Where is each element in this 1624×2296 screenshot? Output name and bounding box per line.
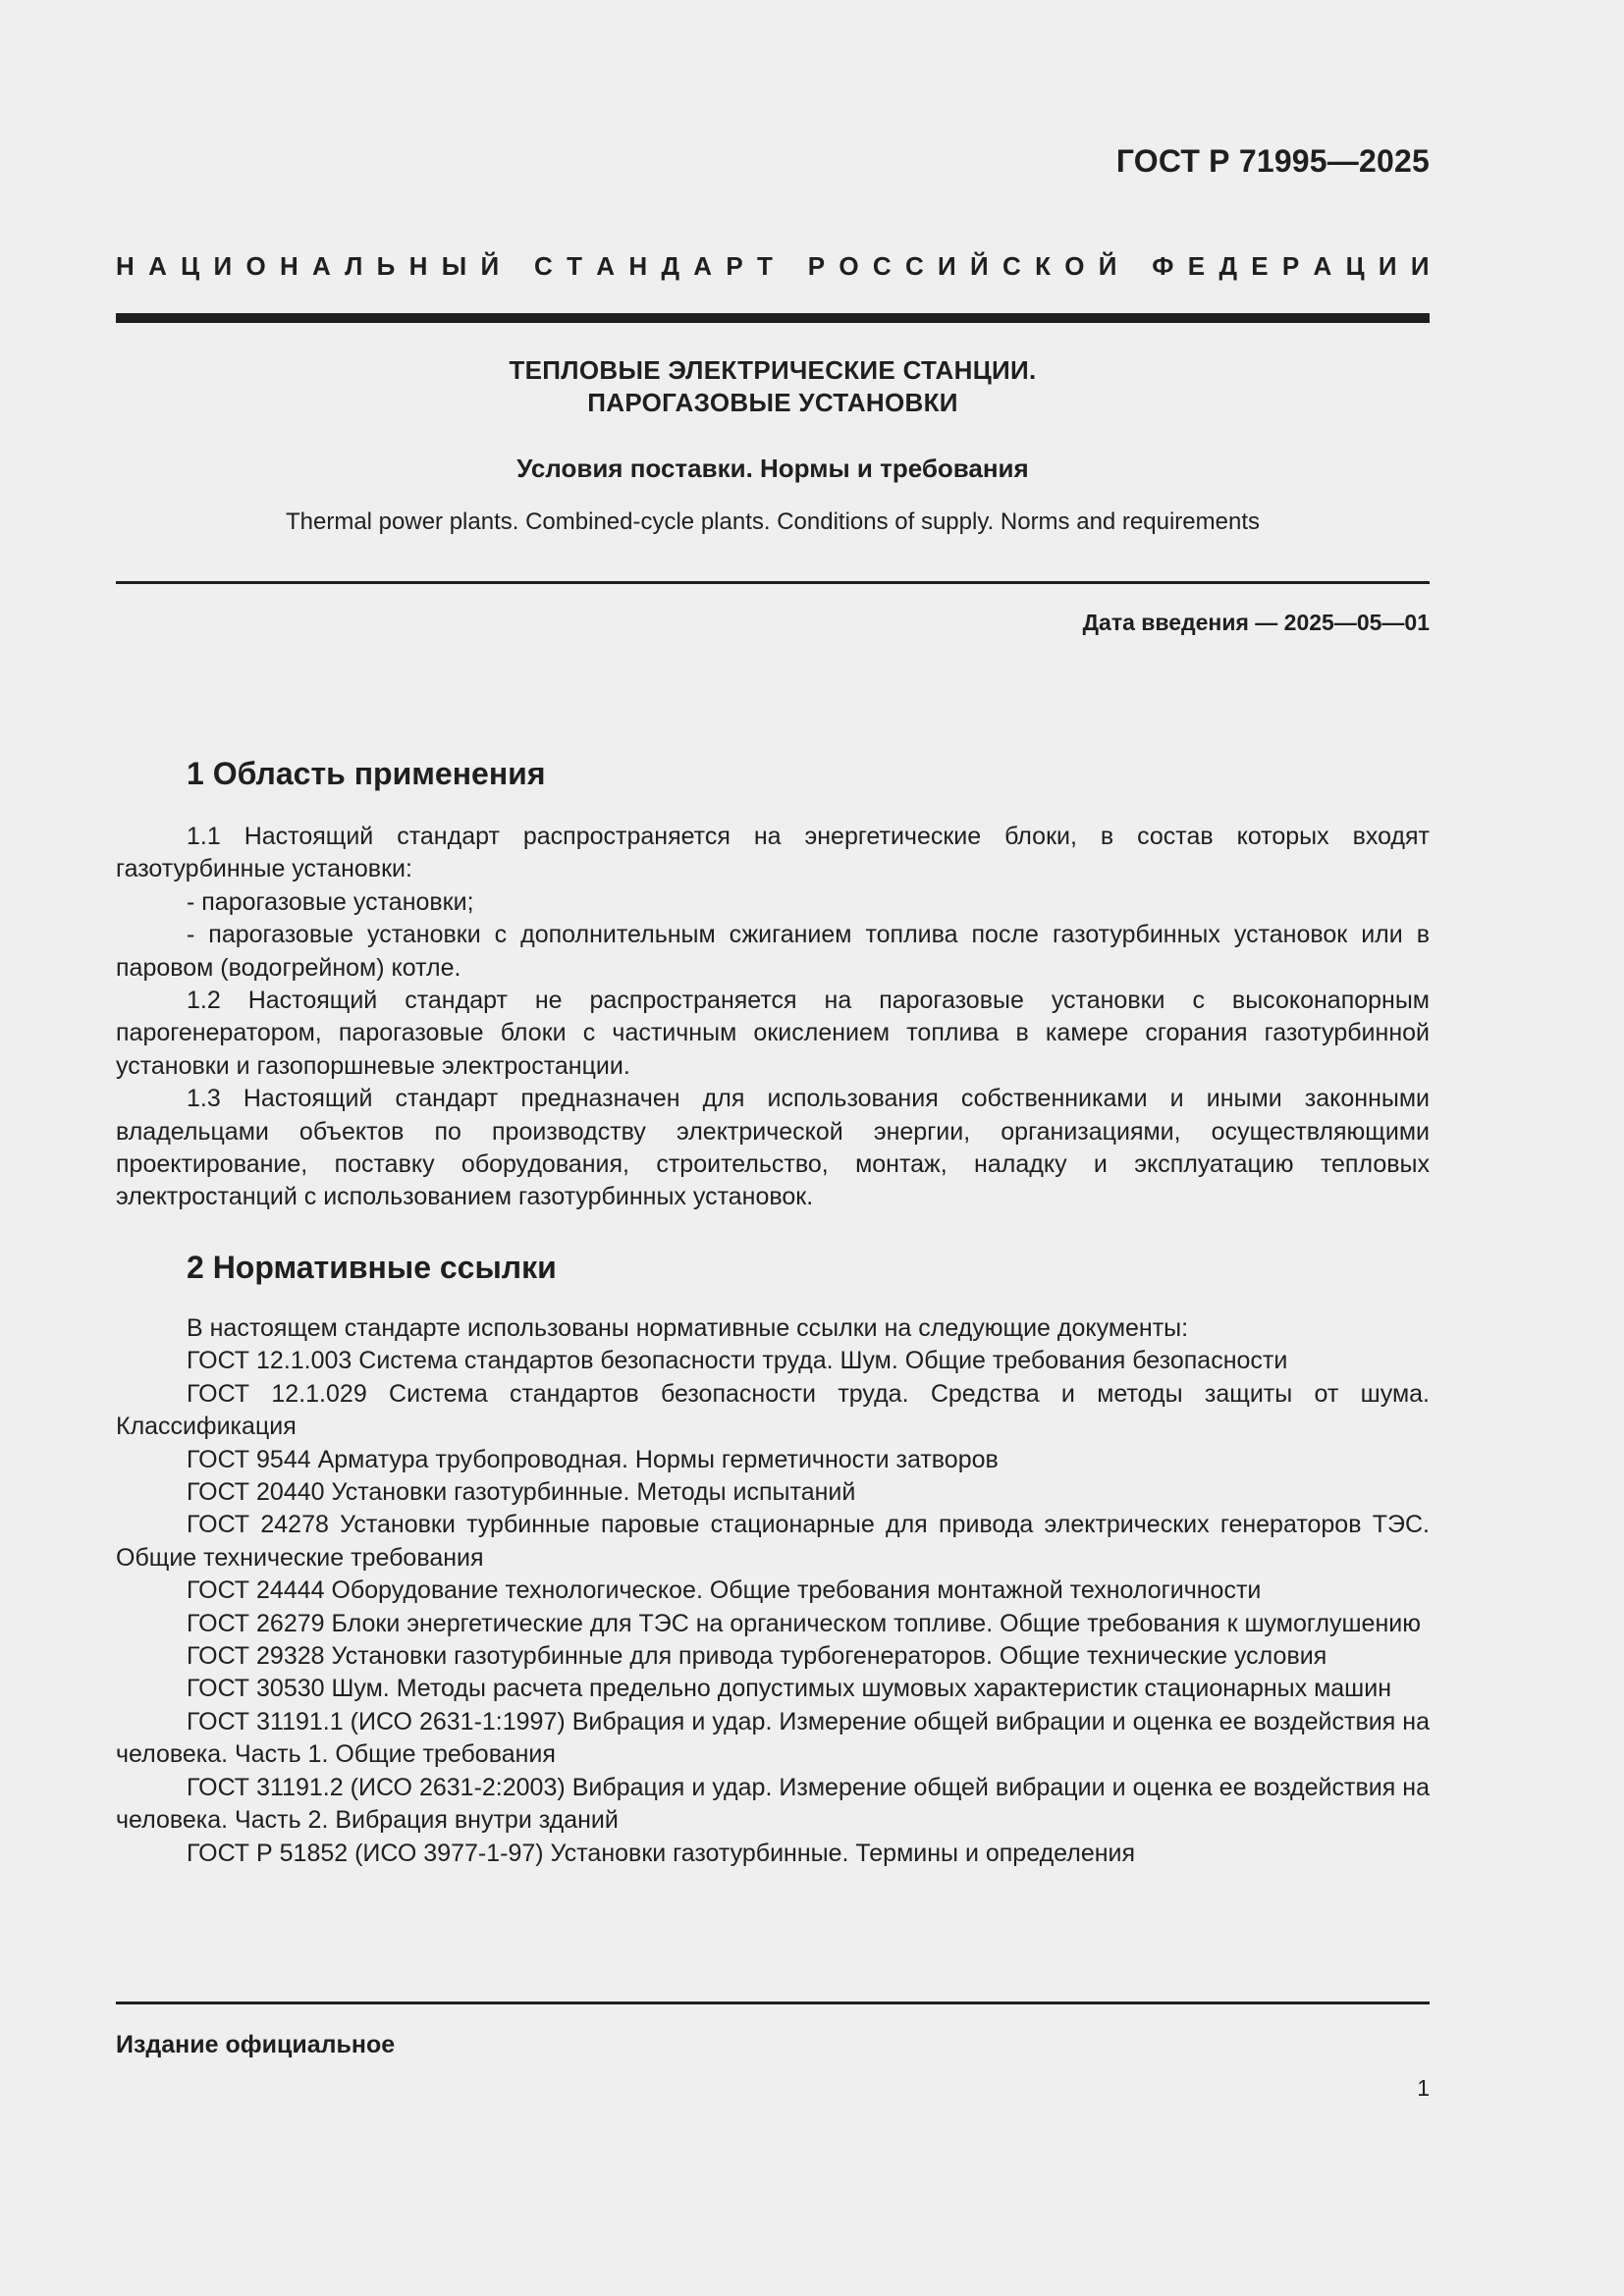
banner-letter: Н bbox=[279, 251, 298, 281]
section-normative-references bbox=[116, 1250, 1430, 1870]
paragraph: 1.2 Настоящий стандарт не распространяется на парогазовые установки с высоконапорным парогенератором, парогазовые блоки с частичным окислением топлива в камере сгорания газотурбинной установки и газопоршневые электростанции. bbox=[116, 987, 1430, 1080]
banner-letter: А bbox=[148, 251, 167, 281]
page-number: 1 bbox=[1417, 2075, 1430, 2101]
banner-letter: Ц bbox=[181, 251, 200, 281]
banner-letter: Т bbox=[567, 251, 582, 281]
banner-letter: Ц bbox=[1345, 251, 1365, 281]
banner-letter: О bbox=[245, 251, 266, 281]
list-item: - парогазовые установки с дополнительным сжиганием топлива после газотурбинных установок или в паровом (водогрейном) котле. bbox=[116, 921, 1430, 982]
banner-letter: Е bbox=[1187, 251, 1206, 281]
banner-letter: Д bbox=[1218, 251, 1237, 281]
banner-letter: Р bbox=[807, 251, 826, 281]
introduction-date: Дата введения — 2025—05—01 bbox=[1082, 610, 1430, 635]
banner-letter: Ы bbox=[441, 251, 467, 281]
banner-letter: К bbox=[1035, 251, 1051, 281]
banner-letter: О bbox=[839, 251, 859, 281]
reference-item: ГОСТ 31191.1 (ИСО 2631-1:1997) Вибрация и удар. Измерение общей вибрации и оценка ее воздействия на человека. Часть 1. Общие требования bbox=[116, 1707, 1430, 1769]
banner-letter: С bbox=[534, 251, 553, 281]
section-heading: 2 Нормативные ссылки bbox=[187, 1250, 557, 1285]
banner-letter: Н bbox=[116, 251, 135, 281]
reference-item: ГОСТ 24444 Оборудование технологическое. Общие требования монтажной технологичности bbox=[187, 1576, 1262, 1605]
section-heading: 1 Область применения bbox=[187, 756, 546, 791]
banner-letter: Й bbox=[480, 251, 500, 281]
banner-letter: Л bbox=[345, 251, 363, 281]
banner-letter: Р bbox=[1281, 251, 1300, 281]
banner-letter bbox=[786, 251, 793, 282]
banner-letter: И bbox=[1378, 251, 1397, 281]
banner-letter bbox=[513, 251, 519, 282]
paragraph: В настоящем стандарте использованы нормативные ссылки на следующие документы: bbox=[187, 1314, 1189, 1342]
title-block bbox=[116, 354, 1430, 536]
banner-letter: И bbox=[213, 251, 233, 281]
subtitle: Условия поставки. Нормы и требования bbox=[516, 454, 1029, 483]
reference-item: ГОСТ 12.1.029 Система стандартов безопасности труда. Средства и методы защиты от шума. Классификация bbox=[116, 1379, 1430, 1441]
english-title: Thermal power plants. Combined-cycle plants. Conditions of supply. Norms and requirements bbox=[285, 508, 1260, 535]
banner-letter: Й bbox=[970, 251, 989, 281]
banner-letter: Й bbox=[1098, 251, 1117, 281]
national-standard-banner bbox=[116, 251, 1430, 282]
paragraph: 1.1 Настоящий стандарт распространяется на энергетические блоки, в состав которых входят газотурбинные установки: bbox=[116, 823, 1430, 883]
banner-letter: Н bbox=[408, 251, 428, 281]
reference-item: ГОСТ 26279 Блоки энергетические для ТЭС на органическом топливе. Общие требования к шумоглушению bbox=[187, 1609, 1421, 1637]
gost-number: ГОСТ Р 71995—2025 bbox=[1115, 143, 1430, 179]
reference-item: ГОСТ 31191.2 (ИСО 2631-2:2003) Вибрация и удар. Измерение общей вибрации и оценка ее воздействия на человека. Часть 2. Вибрация внутри зданий bbox=[116, 1773, 1430, 1835]
list-item: - парогазовые установки; bbox=[187, 887, 474, 916]
reference-item: ГОСТ 24278 Установки турбинные паровые стационарные для привода электрических генераторов ТЭС. Общие технические требования bbox=[116, 1511, 1430, 1572]
banner-letter: А bbox=[1313, 251, 1332, 281]
footer-divider bbox=[116, 2002, 1430, 2004]
title-divider bbox=[116, 581, 1430, 584]
banner-letter: О bbox=[1064, 251, 1085, 281]
banner-letter: Е bbox=[1251, 251, 1269, 281]
header-divider bbox=[116, 313, 1430, 323]
reference-item: ГОСТ 20440 Установки газотурбинные. Методы испытаний bbox=[187, 1478, 856, 1507]
banner-letter: И bbox=[938, 251, 956, 281]
banner-letter bbox=[1131, 251, 1138, 282]
banner-letter: Ф bbox=[1152, 251, 1174, 281]
banner-letter: С bbox=[872, 251, 892, 281]
banner-letter: И bbox=[1410, 251, 1430, 281]
reference-item: ГОСТ Р 51852 (ИСО 3977-1-97) Установки газотурбинные. Термины и определения bbox=[187, 1839, 1136, 1867]
reference-item: ГОСТ 9544 Арматура трубопроводная. Нормы герметичности затворов bbox=[187, 1445, 999, 1473]
banner-letter: А bbox=[596, 251, 616, 281]
banner-letter: Т bbox=[756, 251, 773, 281]
section-scope bbox=[116, 756, 1430, 1214]
banner-letter: А bbox=[693, 251, 713, 281]
reference-item: ГОСТ 12.1.003 Система стандартов безопасности труда. Шум. Общие требования безопасности bbox=[187, 1347, 1288, 1375]
banner-letter: Д bbox=[661, 251, 679, 281]
banner-letter: Н bbox=[628, 251, 648, 281]
reference-item: ГОСТ 29328 Установки газотурбинные для привода турбогенераторов. Общие технические условия bbox=[187, 1642, 1327, 1671]
reference-item: ГОСТ 30530 Шум. Методы расчета предельно допустимых шумовых характеристик стационарных машин bbox=[187, 1675, 1392, 1703]
banner-letter: Ь bbox=[376, 251, 396, 281]
official-edition: Издание официальное bbox=[116, 2031, 396, 2058]
banner-letter: С bbox=[1002, 251, 1021, 281]
title-line-2: ПАРОГАЗОВЫЕ УСТАНОВКИ bbox=[587, 388, 958, 417]
banner-letter: А bbox=[312, 251, 331, 281]
title-line-1: ТЕПЛОВЫЕ ЭЛЕКТРИЧЕСКИЕ СТАНЦИИ. bbox=[509, 355, 1037, 385]
banner-letter: Р bbox=[726, 251, 743, 281]
paragraph: 1.3 Настоящий стандарт предназначен для использования собственниками и иными законными владельцами объектов по производству электрической энергии, организациями, осуществляющими проектирование, поставку оборудования, строительство, монтаж, наладку и эксплуатацию тепловых электростанций с использованием газотурбинных установок. bbox=[116, 1085, 1430, 1211]
banner-letter: С bbox=[904, 251, 924, 281]
